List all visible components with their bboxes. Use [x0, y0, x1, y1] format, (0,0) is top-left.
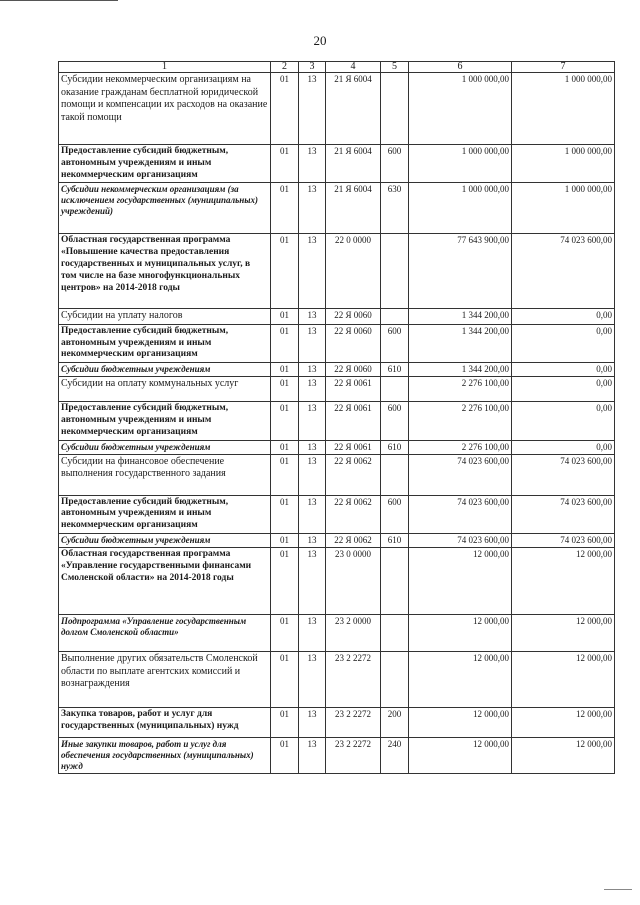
row-name: Предоставление субсидий бюджетным, автономным учреждениям и иным некоммерческим организациям — [59, 324, 271, 362]
row-amount-year-1: 12 000,00 — [409, 615, 512, 652]
row-target-article-code: 23 2 0000 — [326, 615, 381, 652]
row-amount-year-2: 0,00 — [512, 324, 615, 362]
row-subsection-code: 13 — [299, 738, 326, 774]
table-row — [59, 309, 615, 325]
row-subsection-code: 13 — [299, 454, 326, 495]
row-amount-year-2: 0,00 — [512, 440, 615, 454]
table-row — [59, 615, 615, 652]
table-row — [59, 548, 615, 615]
row-name: Предоставление субсидий бюджетным, автономным учреждениям и иным некоммерческим организациям — [59, 402, 271, 440]
row-subsection-code: 13 — [299, 652, 326, 708]
table-row — [59, 183, 615, 234]
row-amount-year-2: 12 000,00 — [512, 548, 615, 615]
row-section-code: 01 — [271, 652, 299, 708]
row-subsection-code: 13 — [299, 615, 326, 652]
row-subsection-code: 13 — [299, 363, 326, 377]
row-amount-year-2: 0,00 — [512, 309, 615, 325]
row-expense-type-code: 610 — [381, 363, 409, 377]
row-target-article-code: 22 Я 0060 — [326, 363, 381, 377]
row-amount-year-1: 12 000,00 — [409, 652, 512, 708]
row-amount-year-2: 1 000 000,00 — [512, 73, 615, 145]
column-header: 4 — [326, 62, 381, 73]
row-target-article-code: 23 0 0000 — [326, 548, 381, 615]
row-target-article-code: 22 Я 0061 — [326, 440, 381, 454]
table-body — [59, 73, 615, 774]
row-section-code: 01 — [271, 145, 299, 183]
table-row — [59, 440, 615, 454]
table-row — [59, 454, 615, 495]
table-row — [59, 495, 615, 533]
row-amount-year-2: 1 000 000,00 — [512, 183, 615, 234]
row-subsection-code: 13 — [299, 234, 326, 309]
row-section-code: 01 — [271, 402, 299, 440]
row-name: Субсидии на уплату налогов — [59, 309, 271, 325]
row-amount-year-2: 74 023 600,00 — [512, 534, 615, 548]
row-section-code: 01 — [271, 309, 299, 325]
row-name: Субсидии бюджетным учреждениям — [59, 534, 271, 548]
row-amount-year-1: 12 000,00 — [409, 708, 512, 738]
table-row — [59, 234, 615, 309]
row-subsection-code: 13 — [299, 402, 326, 440]
row-expense-type-code: 240 — [381, 738, 409, 774]
row-subsection-code: 13 — [299, 183, 326, 234]
row-target-article-code: 22 Я 0062 — [326, 534, 381, 548]
row-target-article-code: 22 Я 0062 — [326, 454, 381, 495]
column-header: 1 — [59, 62, 271, 73]
row-amount-year-2: 74 023 600,00 — [512, 234, 615, 309]
row-amount-year-2: 74 023 600,00 — [512, 454, 615, 495]
row-subsection-code: 13 — [299, 440, 326, 454]
row-target-article-code: 22 Я 0060 — [326, 309, 381, 325]
row-section-code: 01 — [271, 615, 299, 652]
table-row — [59, 377, 615, 402]
table-row — [59, 363, 615, 377]
row-section-code: 01 — [271, 234, 299, 309]
row-target-article-code: 22 Я 0061 — [326, 377, 381, 402]
row-section-code: 01 — [271, 440, 299, 454]
row-section-code: 01 — [271, 324, 299, 362]
row-expense-type-code — [381, 454, 409, 495]
row-name: Подпрограмма «Управление государственным долгом Смоленской области» — [59, 615, 271, 652]
row-subsection-code: 13 — [299, 73, 326, 145]
row-name: Субсидии бюджетным учреждениям — [59, 440, 271, 454]
row-target-article-code: 23 2 2272 — [326, 652, 381, 708]
row-amount-year-2: 12 000,00 — [512, 708, 615, 738]
row-amount-year-1: 2 276 100,00 — [409, 402, 512, 440]
row-expense-type-code — [381, 309, 409, 325]
column-header: 6 — [409, 62, 512, 73]
row-amount-year-2: 74 023 600,00 — [512, 495, 615, 533]
table-header — [59, 62, 615, 73]
row-target-article-code: 21 Я 6004 — [326, 73, 381, 145]
row-amount-year-1: 12 000,00 — [409, 738, 512, 774]
row-name: Областная государственная программа «Управление государственными финансами Смоленской области» на 2014-2018 годы — [59, 548, 271, 615]
row-name: Закупка товаров, работ и услуг для государственных (муниципальных) нужд — [59, 708, 271, 738]
row-target-article-code: 21 Я 6004 — [326, 183, 381, 234]
row-name: Предоставление субсидий бюджетным, автономным учреждениям и иным некоммерческим организациям — [59, 145, 271, 183]
row-name: Предоставление субсидий бюджетным, автономным учреждениям и иным некоммерческим организациям — [59, 495, 271, 533]
row-expense-type-code — [381, 652, 409, 708]
table-row — [59, 402, 615, 440]
row-amount-year-1: 2 276 100,00 — [409, 440, 512, 454]
row-section-code: 01 — [271, 738, 299, 774]
row-expense-type-code — [381, 548, 409, 615]
column-header: 2 — [271, 62, 299, 73]
row-section-code: 01 — [271, 73, 299, 145]
row-amount-year-2: 12 000,00 — [512, 738, 615, 774]
row-subsection-code: 13 — [299, 548, 326, 615]
row-amount-year-1: 2 276 100,00 — [409, 377, 512, 402]
scan-artifact — [604, 889, 632, 890]
row-expense-type-code: 600 — [381, 145, 409, 183]
row-expense-type-code: 600 — [381, 495, 409, 533]
row-amount-year-2: 0,00 — [512, 402, 615, 440]
row-subsection-code: 13 — [299, 377, 326, 402]
row-name: Субсидии некоммерческим организациям на оказание гражданам бесплатной юридической помощи и компенсации их расходов на оказание такой помощи — [59, 73, 271, 145]
row-subsection-code: 13 — [299, 708, 326, 738]
row-amount-year-1: 1 000 000,00 — [409, 183, 512, 234]
row-amount-year-1: 1 344 200,00 — [409, 324, 512, 362]
table-row — [59, 738, 615, 774]
row-name: Областная государственная программа «Повышение качества предоставления государственных и муниципальных услуг, в том числе на базе многофункциональных центров» на 2014-2018 годы — [59, 234, 271, 309]
row-subsection-code: 13 — [299, 324, 326, 362]
row-target-article-code: 22 Я 0061 — [326, 402, 381, 440]
row-target-article-code: 22 0 0000 — [326, 234, 381, 309]
row-expense-type-code — [381, 615, 409, 652]
row-amount-year-1: 74 023 600,00 — [409, 534, 512, 548]
row-target-article-code: 23 2 2272 — [326, 708, 381, 738]
row-name: Иные закупки товаров, работ и услуг для обеспечения государственных (муниципальных) нужд — [59, 738, 271, 774]
row-subsection-code: 13 — [299, 145, 326, 183]
row-amount-year-2: 12 000,00 — [512, 615, 615, 652]
row-section-code: 01 — [271, 495, 299, 533]
row-section-code: 01 — [271, 377, 299, 402]
row-expense-type-code: 610 — [381, 534, 409, 548]
table-row — [59, 324, 615, 362]
row-subsection-code: 13 — [299, 309, 326, 325]
column-header: 3 — [299, 62, 326, 73]
row-name: Субсидии бюджетным учреждениям — [59, 363, 271, 377]
row-target-article-code: 22 Я 0060 — [326, 324, 381, 362]
row-target-article-code: 22 Я 0062 — [326, 495, 381, 533]
row-target-article-code: 21 Я 6004 — [326, 145, 381, 183]
column-header: 5 — [381, 62, 409, 73]
row-amount-year-1: 12 000,00 — [409, 548, 512, 615]
row-expense-type-code: 600 — [381, 402, 409, 440]
row-target-article-code: 23 2 2272 — [326, 738, 381, 774]
row-expense-type-code — [381, 73, 409, 145]
table-row — [59, 652, 615, 708]
row-section-code: 01 — [271, 363, 299, 377]
row-amount-year-2: 1 000 000,00 — [512, 145, 615, 183]
row-expense-type-code: 600 — [381, 324, 409, 362]
page-number: 20 — [313, 33, 327, 48]
row-amount-year-2: 0,00 — [512, 377, 615, 402]
row-name: Выполнение других обязательств Смоленской области по выплате агентских комиссий и вознаграждения — [59, 652, 271, 708]
table-row — [59, 708, 615, 738]
row-amount-year-2: 12 000,00 — [512, 652, 615, 708]
row-amount-year-1: 1 344 200,00 — [409, 309, 512, 325]
row-amount-year-1: 1 000 000,00 — [409, 145, 512, 183]
row-amount-year-1: 1 000 000,00 — [409, 73, 512, 145]
table-row — [59, 73, 615, 145]
row-amount-year-1: 74 023 600,00 — [409, 495, 512, 533]
row-amount-year-2: 0,00 — [512, 363, 615, 377]
row-section-code: 01 — [271, 183, 299, 234]
row-name: Субсидии на финансовое обеспечение выполнения государственного задания — [59, 454, 271, 495]
row-section-code: 01 — [271, 708, 299, 738]
row-expense-type-code: 200 — [381, 708, 409, 738]
table-row — [59, 534, 615, 548]
row-expense-type-code: 630 — [381, 183, 409, 234]
scan-artifact — [0, 0, 118, 4]
row-subsection-code: 13 — [299, 534, 326, 548]
row-expense-type-code: 610 — [381, 440, 409, 454]
row-section-code: 01 — [271, 548, 299, 615]
row-name: Субсидии некоммерческим организациям (за исключением государственных (муниципальных) учреждений) — [59, 183, 271, 234]
row-section-code: 01 — [271, 534, 299, 548]
column-header: 7 — [512, 62, 615, 73]
row-expense-type-code — [381, 234, 409, 309]
row-expense-type-code — [381, 377, 409, 402]
row-section-code: 01 — [271, 454, 299, 495]
row-amount-year-1: 77 643 900,00 — [409, 234, 512, 309]
budget-table — [58, 61, 615, 774]
row-name: Субсидии на оплату коммунальных услуг — [59, 377, 271, 402]
row-amount-year-1: 74 023 600,00 — [409, 454, 512, 495]
row-amount-year-1: 1 344 200,00 — [409, 363, 512, 377]
row-subsection-code: 13 — [299, 495, 326, 533]
table-row — [59, 145, 615, 183]
